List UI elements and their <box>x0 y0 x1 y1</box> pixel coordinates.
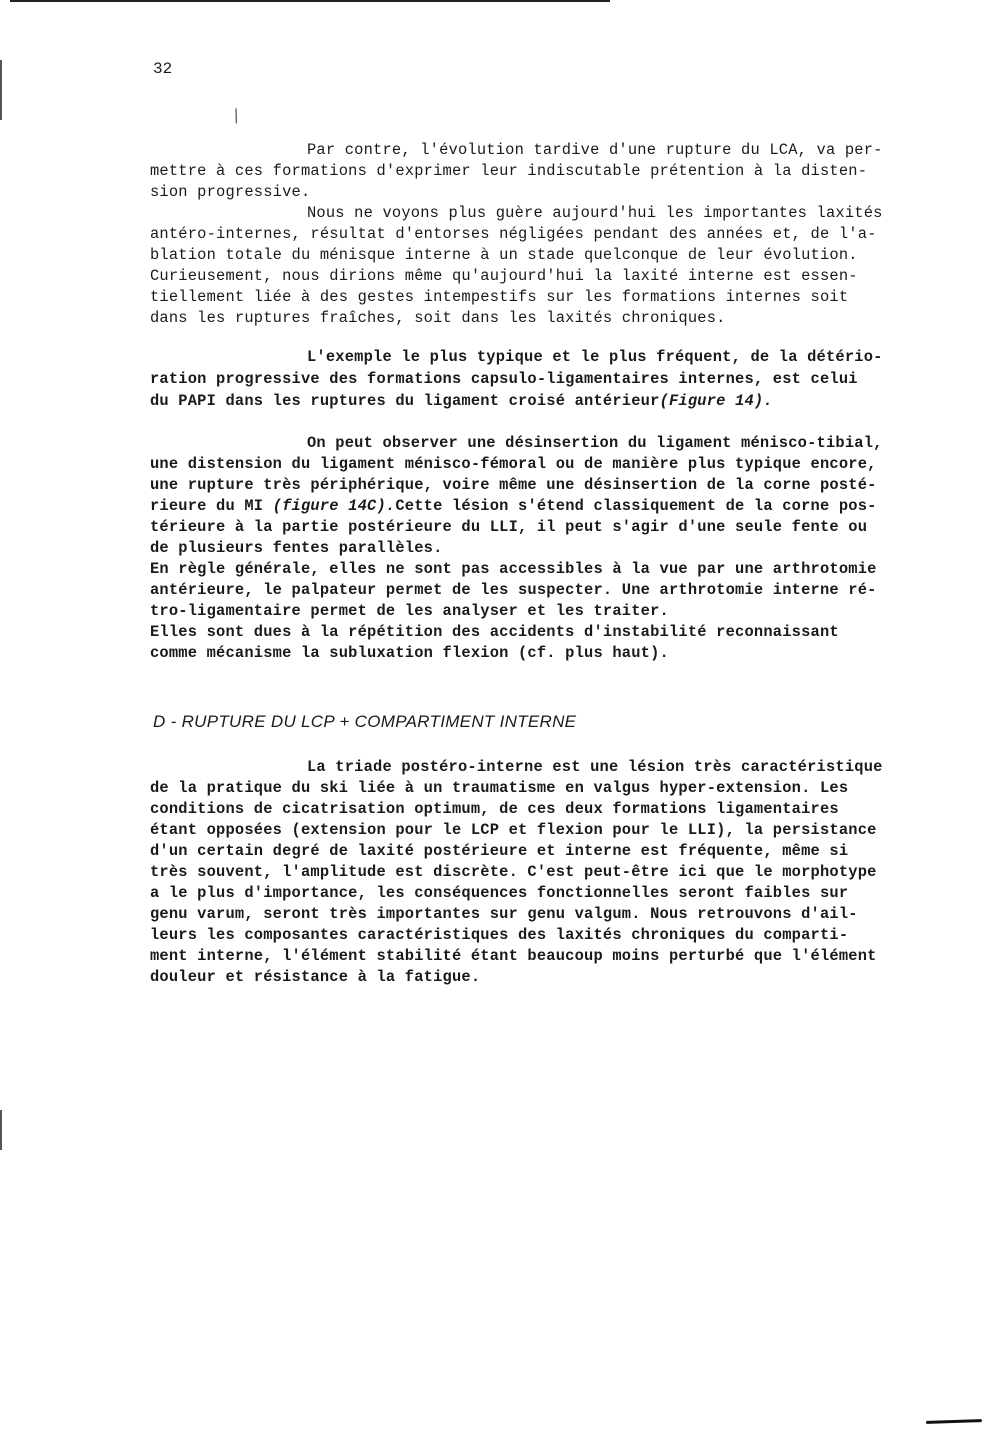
figure-reference: (figure 14C). <box>272 497 396 515</box>
pencil-tick-mark: / <box>227 106 248 130</box>
text-line: sion progressive. <box>150 183 311 201</box>
text-line: très souvent, l'amplitude est discrète. C'est peut-être ici que le morphotype <box>150 863 877 881</box>
top-edge-rule <box>10 0 610 2</box>
text-line: tro-ligamentaire permet de les analyser et les traiter. <box>150 602 669 620</box>
text-line: dans les ruptures fraîches, soit dans les laxités chroniques. <box>150 309 726 327</box>
text-line: rieure du MI (figure 14C).Cette lésion s'étend classiquement de la corne pos- <box>150 497 877 515</box>
figure-reference: (Figure 14). <box>659 392 773 410</box>
text-line: blation totale du ménisque interne à un stade quelconque de leur évolution. <box>150 246 858 264</box>
text-line: Curieusement, nous dirions même qu'aujourd'hui la laxité interne est essen- <box>150 267 858 285</box>
text-line: Par contre, l'évolution tardive d'une rupture du LCA, va per- <box>307 141 883 159</box>
text-line: ration progressive des formations capsulo-ligamentaires internes, est celui <box>150 370 858 388</box>
text-line: de la pratique du ski liée à un traumatisme en valgus hyper-extension. Les <box>150 779 849 797</box>
text-line: tiellement liée à des gestes intempestifs sur les formations internes soit <box>150 288 849 306</box>
text-line: antérieure, le palpateur permet de les suspecter. Une arthrotomie interne ré- <box>150 581 877 599</box>
text-line: une distension du ligament ménisco-fémoral ou de manière plus typique encore, <box>150 455 877 473</box>
page-number: 32 <box>153 60 173 78</box>
text-line: comme mécanisme la subluxation flexion (cf. plus haut). <box>150 644 669 662</box>
text-line: a le plus d'importance, les conséquences fonctionnelles seront faibles sur <box>150 884 849 902</box>
text-line: conditions de cicatrisation optimum, de ces deux formations ligamentaires <box>150 800 839 818</box>
text-line: Elles sont dues à la répétition des accidents d'instabilité reconnaissant <box>150 623 839 641</box>
text-line: La triade postéro-interne est une lésion très caractéristique <box>307 758 883 776</box>
text-line: d'un certain degré de laxité postérieure et interne est fréquente, même si <box>150 842 849 860</box>
text-line: de plusieurs fentes parallèles. <box>150 539 443 557</box>
text-line: En règle générale, elles ne sont pas accessibles à la vue par une arthrotomie <box>150 560 877 578</box>
text-line: leurs les composantes caractéristiques des laxités chroniques du comparti- <box>150 926 849 944</box>
text-line: L'exemple le plus typique et le plus fréquent, de la détério- <box>307 348 883 366</box>
left-edge-mark <box>0 60 2 120</box>
section-heading: D - RUPTURE DU LCP + COMPARTIMENT INTERNE <box>153 712 577 731</box>
text-line: ment interne, l'élément stabilité étant beaucoup moins perturbé que l'élément <box>150 947 877 965</box>
text-line: antéro-internes, résultat d'entorses négligées pendant des années et, de l'a- <box>150 225 877 243</box>
text-line: du PAPI dans les ruptures du ligament croisé antérieur(Figure 14). <box>150 392 773 410</box>
left-edge-mark <box>0 1110 2 1150</box>
text-line: une rupture très périphérique, voire même une désinsertion de la corne posté- <box>150 476 877 494</box>
text-line: mettre à ces formations d'exprimer leur indiscutable prétention à la disten- <box>150 162 868 180</box>
text-line: étant opposées (extension pour le LCP et flexion pour le LLI), la persistance <box>150 821 877 839</box>
text-line: Nous ne voyons plus guère aujourd'hui les importantes laxités <box>307 204 883 222</box>
text-line: genu varum, seront très importantes sur genu valgum. Nous retrouvons d'ail- <box>150 905 858 923</box>
text-line: térieure à la partie postérieure du LLI, il peut s'agir d'une seule fente ou <box>150 518 868 536</box>
bottom-pen-stroke <box>926 1419 982 1424</box>
text-line: douleur et résistance à la fatigue. <box>150 968 481 986</box>
text-line: On peut observer une désinsertion du ligament ménisco-tibial, <box>307 434 883 452</box>
